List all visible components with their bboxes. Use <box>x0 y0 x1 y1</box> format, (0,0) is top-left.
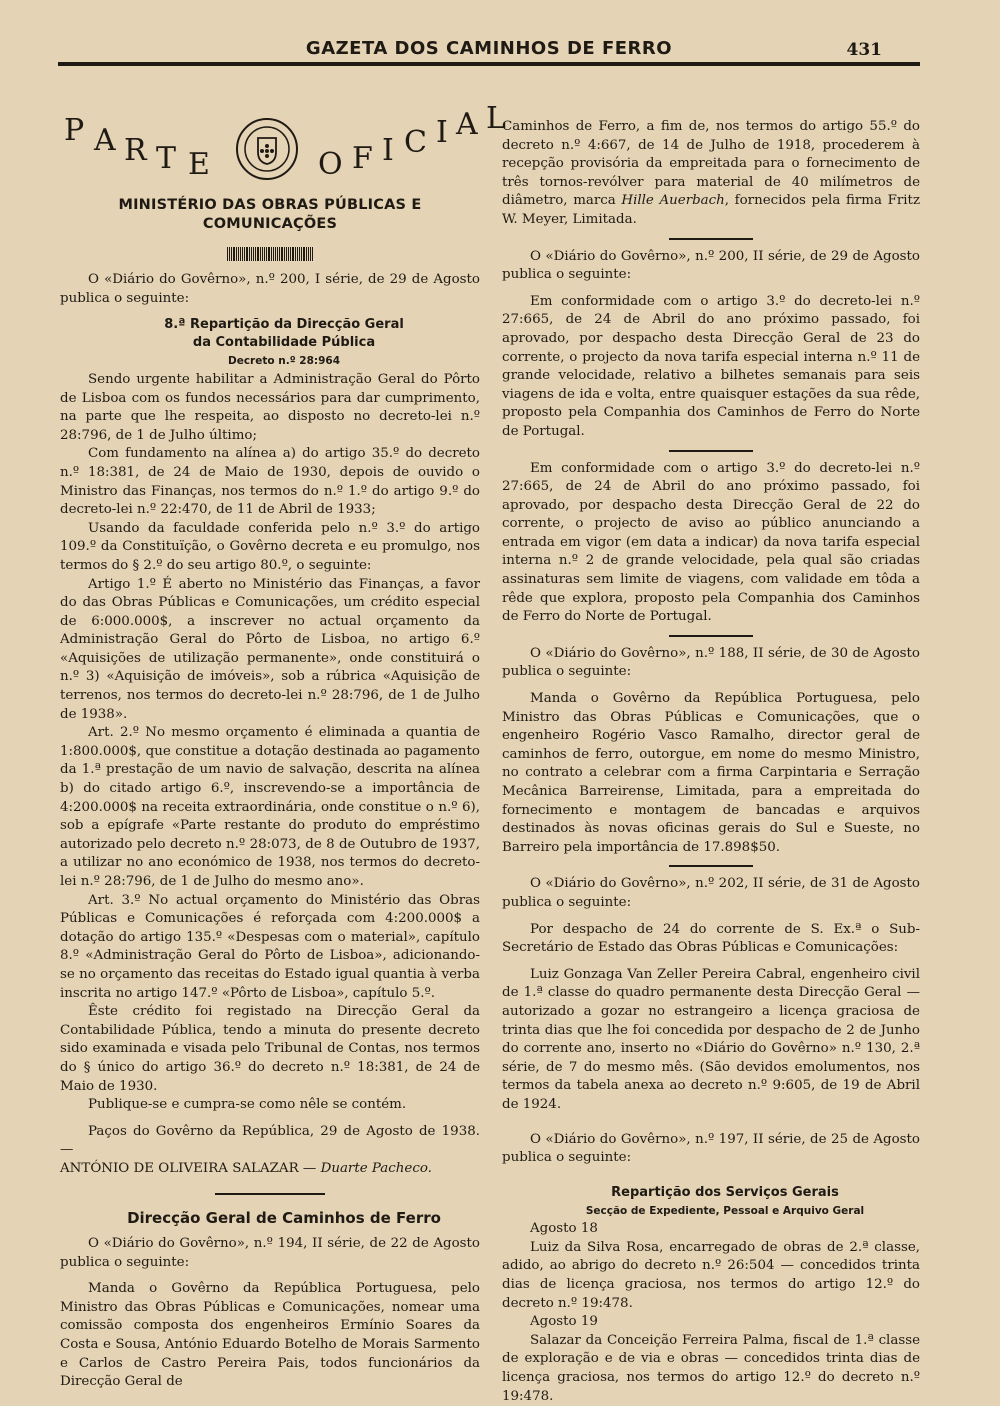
section-divider <box>215 1193 325 1195</box>
paragraph: Art. 2.º No mesmo orçamento é eliminada a quantia de 1:800.000$, que constitue a dotação destinada ao pagamento da 1.ª prestação de um navio de salvação, descrita na alínea b) do citado artigo 6.º, inscrevendo-se a importância de 4:200.000$ na receita extraordinária, onde constitue o n.º 6), sob a epígrafe «Parte restante do produto do empréstimo autorizado pelo decreto n.º 28:073, de 8 de Outubro de 1937, a utilizar no ano económico de 1938, nos termos do decreto-lei n.º 28:796, de 1 de Julho do mesmo ano». <box>60 725 480 889</box>
section-heading: 8.ª Repartição da Direcção Geral <box>164 317 404 333</box>
section-heading: Repartição dos Serviços Gerais <box>611 1184 839 1200</box>
section-heading: da Contabilidade Pública <box>192 335 376 351</box>
paragraph: O «Diário do Govêrno», n.º 202, II série, de 31 de Agosto publica o seguinte: <box>502 876 920 910</box>
paragraph: Artigo 1.º É aberto no Ministério das Finanças, a favor do das Obras Públicas e Comunicações, um crédito especial de 6:000.000$, a inscrever no actual orçamento da Administração Geral do Pôrto de Lisboa, no artigo 6.º «Aquisições de utilização permanente», onde constituirá o n.º 3) «Aquisição de imóveis», sob a rúbrica «Aquisição de terrenos, nos termos do decreto-lei n.º 28:796, de 1 de Julho de 1938». <box>60 576 480 722</box>
decorative-ornament <box>60 247 480 261</box>
paragraph: O «Diário do Govêrno», n.º 200, II série, de 29 de Agosto publica o seguinte: <box>502 248 920 283</box>
ministry-heading: MINISTÉRIO DAS OBRAS PÚBLICAS E COMUNICAÇÕES <box>118 197 422 232</box>
paragraph: O «Diário do Govêrno», n.º 188, II série, de 30 de Agosto publica o seguinte: <box>502 645 920 680</box>
section-heading: Direcção Geral de Caminhos de Ferro <box>127 1208 441 1227</box>
paragraph: Salazar da Conceição Ferreira Palma, fiscal de 1.ª classe de exploração e de via e obras — concedidos trinta dias de licença graciosa, nos termos do artigo 12.º do decreto n.º 19:478. <box>502 1332 920 1404</box>
page-number: 431 <box>846 40 882 60</box>
paragraph: Manda o Govêrno da República Portuguesa, pelo Ministro das Obras Públicas e Comunicações, nomear uma comissão composta dos engenheiros Ermínio Soares da Costa e Sousa, António Eduardo Botelho de Morais Sarmento e Carlos de Castro Pereira Pais, todos funcionários da Direcção Geral de <box>60 1281 480 1390</box>
divider <box>669 865 753 867</box>
paragraph: O «Diário do Govêrno», n.º 200, I série, de 29 de Agosto publica o seguinte: <box>60 272 480 306</box>
paragraph: Art. 3.º No actual orçamento do Ministério das Obras Públicas e Comunicações é reforçada com 4:200.000$ a dotação do artigo 135.º «Despesas com o material», capítulo 8.º «Administração Geral do Pôrto de Lisboa», adicionando-se no orçamento das receitas do Estado igual quantia à verba inscrita no artigo 147.º «Pôrto de Lisboa», capítulo 5.º. <box>60 892 480 1001</box>
paragraph: Luiz Gonzaga Van Zeller Pereira Cabral, engenheiro civil de 1.ª classe do quadro permanente desta Direcção Geral — autorizado a gozar no estrangeiro a licença graciosa de trinta dias que lhe foi concedida por despacho de 2 de Junho do corrente ano, inserto no «Diário do Govêrno» n.º 130, 2.ª série, de 7 do mesmo mês. (São devidos emolumentos, nos termos da tabela anexa ao decreto n.º 9:605, de 19 de Abril de 1924. <box>502 966 920 1112</box>
divider <box>669 635 753 637</box>
paragraph: O «Diário do Govêrno», n.º 194, II série, de 22 de Agosto publica o seguinte: <box>60 1236 480 1270</box>
paragraph: Com fundamento na alínea a) do artigo 35.º do decreto n.º 18:381, de 24 de Maio de 1930, depois de ouvido o Ministro das Finanças, nos termos do n.º 1.º do artigo 9.º do decreto-lei n.º 22:470, de 11 de Abril de 1933; <box>60 446 480 518</box>
paragraph: Por despacho de 24 do corrente de S. Ex.ª o Sub-Secretário de Estado das Obras Públicas e Comunicações: <box>502 921 920 956</box>
paragraph: Em conformidade com o artigo 3.º do decreto-lei n.º 27:665, de 24 de Abril do ano próximo passado, foi aprovado, por despacho desta Direcção Geral de 23 do corrente, o projecto da nova tarifa especial interna n.º 11 de grande velocidade, relativo a bilhetes semanais para seis viagens de ida e volta, entre quaisquer estações da sua rêde, proposto pela Companhia dos Caminhos de Ferro do Norte de Portugal. <box>502 293 920 439</box>
date-label: Agosto 19 <box>530 1314 598 1330</box>
divider <box>669 238 753 240</box>
paragraph: Caminhos de Ferro, a fim de, nos termos do artigo 55.º do decreto n.º 4:667, de 14 de Julho de 1918, procederem à recepção provisória da empreitada para o fornecimento de três tornos-revólver para material de 40 milímetros de diâmetro, marca Hille Auerbach, fornecidos pela firma Fritz W. Meyer, Limitada. <box>502 119 920 227</box>
subsection-heading: Secção de Expediente, Pessoal e Arquivo Geral <box>585 1204 865 1217</box>
signatory-minister: Duarte Pacheco. <box>320 1160 432 1176</box>
paragraph: Êste crédito foi registado na Direcção Geral da Contabilidade Pública, tendo a minuta do presente decreto sido examinada e visada pelo Tribunal de Contas, nos termos do § único do artigo 36.º do decreto n.º 18:381, de 24 de Maio de 1930. <box>60 1004 480 1094</box>
paragraph: Manda o Govêrno da República Portuguesa, pelo Ministro das Obras Públicas e Comunicações, que o engenheiro Rogério Vasco Ramalho, director geral de caminhos de ferro, outorgue, em nome do mesmo Ministro, no contrato a celebrar com a firma Carpintaria e Serração Mecânica Barreirense, Limitada, para a empreitada do fornecimento e montagem de bancadas e arquivos destinados às novas oficinas gerais do Sul e Sueste, no Barreiro pela importância de 17.898$50. <box>502 691 920 855</box>
paragraph: Publique-se e cumpra-se como nêle se contém. <box>88 1097 407 1113</box>
brand-name: Hille Auerbach <box>621 193 725 209</box>
paragraph: Luiz da Silva Rosa, encarregado de obras de 2.ª classe, adido, ao abrigo do decreto n.º 26:504 — concedidos trinta dias de licença graciosa, nos termos do artigo 12.º do decreto n.º 19:478. <box>502 1239 920 1311</box>
signatory-name: ANTÓNIO DE OLIVEIRA SALAZAR — <box>60 1160 321 1176</box>
paragraph: Paços do Govêrno da República, 29 de Agosto de 1938. — <box>60 1123 480 1158</box>
date-label: Agosto 18 <box>530 1221 598 1237</box>
right-column <box>502 118 920 1406</box>
left-column <box>60 101 509 1392</box>
paragraph: Usando da faculdade conferida pelo n.º 3.º do artigo 109.º da Constituïção, o Govêrno decreta e eu promulgo, nos termos do § 2.º do seu artigo 80.º, o seguinte: <box>60 520 480 573</box>
parte-oficial-masthead: P A R T E O F I C I A L <box>64 101 509 182</box>
paragraph: Em conformidade com o artigo 3.º do decreto-lei n.º 27:665, de 24 de Abril do ano próximo passado, foi aprovado, por despacho desta Direcção Geral de 22 do corrente, o projecto de aviso ao público anunciando a entrada em vigor (em data a indicar) da nova tarifa especial interna n.º 2 de grande velocidade, pela qual são criadas assinaturas sem limite de viagens, com validade em tôda a rêde que explora, proposto pela Companhia dos Caminhos de Ferro do Norte de Portugal. <box>502 460 920 625</box>
paragraph: O «Diário do Govêrno», n.º 197, II série, de 25 de Agosto publica o seguinte: <box>502 1131 920 1166</box>
publication-title: GAZETA DOS CAMINHOS DE FERRO <box>305 38 673 59</box>
divider <box>669 450 753 452</box>
signature-line <box>60 1160 480 1179</box>
coat-of-arms-icon <box>234 116 300 182</box>
paragraph: Sendo urgente habilitar a Administração Geral do Pôrto de Lisboa com os fundos necessários para dar cumprimento, na parte que lhe respeita, ao disposto no decreto-lei n.º 28:796, de 1 de Julho último; <box>60 371 480 443</box>
page-header <box>58 34 920 66</box>
decree-number: Decreto n.º 28:964 <box>227 355 341 368</box>
